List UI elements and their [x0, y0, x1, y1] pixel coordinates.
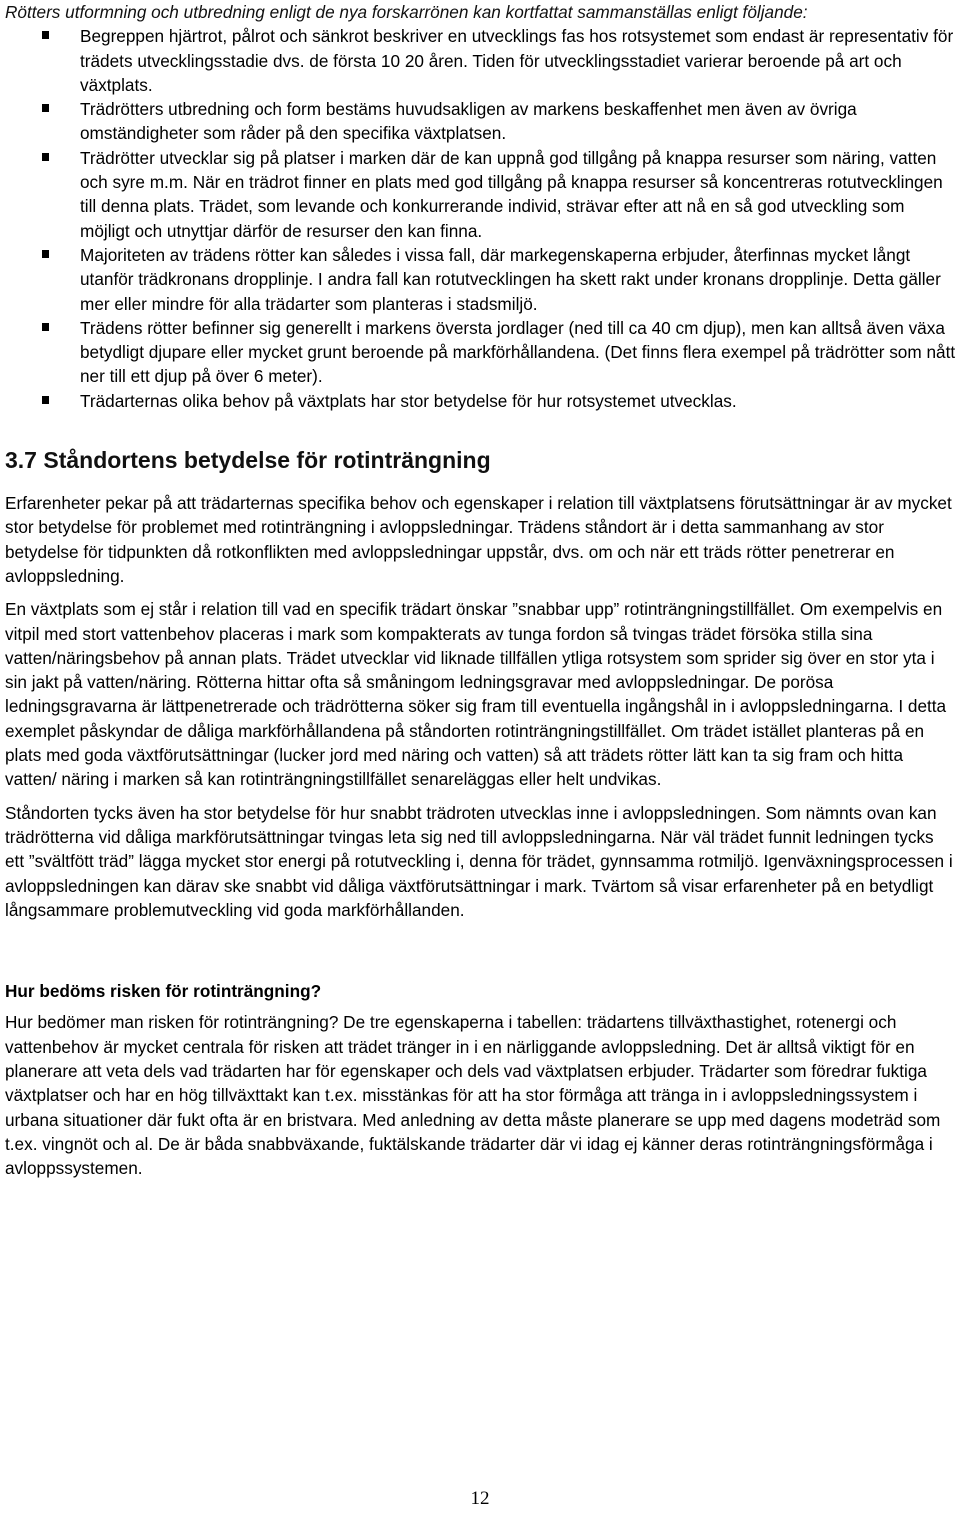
square-bullet-icon [42, 396, 49, 404]
square-bullet-icon [42, 323, 49, 331]
square-bullet-icon [42, 31, 49, 39]
page-number: 12 [470, 1488, 490, 1509]
list-item [5, 389, 956, 413]
list-item-text: Begreppen hjärtrot, pålrot och sänkrot beskriver en utvecklings fas hos rotsystemet som endast är representativ för trädets utvecklingsstadie dvs. de första 10 20 åren. Tiden för utvecklingsstadiet varierar beroende på art och växtplats. [80, 26, 954, 95]
section-heading: 3.7 Ståndortens betydelse för rotinträngning [5, 447, 491, 474]
list-item-text: Trädrötters utbredning och form bestäms huvudsakligen av markens beskaffenhet men även av övriga omständigheter som råder på den specifika växtplatsen. [80, 99, 857, 144]
list-item [5, 97, 956, 146]
subsection-heading: Hur bedöms risken för rotinträngning? [5, 981, 322, 1002]
square-bullet-icon [42, 250, 49, 258]
list-item-text: Trädens rötter befinner sig generellt i markens översta jordlager (ned till ca 40 cm djup), men kan alltså även växa betydligt djupare eller mycket grunt beroende på markförhållandena. (Det finns flera exempel på trädrötter som nått ner till ett djup på över 6 meter). [80, 317, 956, 387]
list-item-text: Trädarternas olika behov på växtplats har stor betydelse för hur rotsystemet utvecklas. [80, 390, 737, 411]
list-item-text: Trädrötter utvecklar sig på platser i marken där de kan uppnå god tillgång på knappa resurser som näring, vatten och syre m.m. När en trädrot finner en plats med god tillgång på knappa resurser så koncentreras rotutvecklingen till denna plats. Trädet, som levande och konkurrerande individ, strävar efter att nå en så god utveckling som möjligt och utnyttjar därför de resurser den kan finna. [80, 147, 943, 241]
section-paragraph: En växtplats som ej står i relation till vad en specifik trädart önskar ”snabbar upp” rotinträngningstillfället. Om exempelvis en vitpil med stort vattenbehov placeras i mark som kompakterats av tunga fordon så tvingas trädet försöka stilla sina vatten/näringsbehov på annan plats. Trädet utvecklar vid liknade tillfällen ytliga rotsystem som sprider sig över en stor yta i sin jakt på vatten/näring. Rötterna hittar ofta så småningom ledningsgravar med avloppsledningar. De porösa ledningsgravarna är lättpenetrerade och trädrötterna söker sig fram till eventuella ingångshål in i avloppsledningarna. I detta exemplet påskyndar de dåliga markförhållandena på ståndorten rotinträngningstillfället. Om trädet istället planteras på en plats med goda växtförutsättningar (lucker jord med näring och vatten) så att trädets rötter lätt kan ta sig fram och hitta vatten/ näring i marken så kan rotinträngningstillfället senareläggas eller helt undvikas. [5, 599, 947, 790]
subsection-paragraph: Hur bedömer man risken för rotinträngning? De tre egenskaperna i tabellen: trädartens tillväxthastighet, rotenergi och vattenbehov är mycket centrala för risken att trädet tränger in i en närliggande avloppsledning. Det är alltså viktigt för en planerare att veta dels vad trädarten har för egenskaper och dels vad växtplatsen erbjuder. Trädarter som föredrar fuktiga växtplatser och har en hög tillväxttakt kan t.ex. misstänkas för att ha stor förmåga att tränga in i avloppsledningssystem i urbana situationer där fukt ofta är en bristvara. Med anledning av detta måste planerare se upp med dagens modeträd som t.ex. vingnöt och al. De är båda snabbväxande, fuktälskande trädarter där vi idag ej känner deras rotinträngningsförmåga i avloppssystemen. [5, 1012, 941, 1179]
list-item [5, 243, 956, 316]
section-paragraph: Ståndorten tycks även ha stor betydelse för hur snabbt trädroten utvecklas inne i avloppsledningen. Som nämnts ovan kan trädrötterna vid dåliga markförutsättningar tvingas leta sig ned till avloppsledningarna. När väl trädet funnit ledningen tycks ett ”svältfött träd” lägga mycket stor energi på rotutveckling i, denna för trädet, gynnsamma rotmiljö. Igenväxningsprocessen i avloppsledningen kan därav ske snabbt vid dåliga växtförutsättningar i mark. Tvärtom så visar erfarenheter på en betydligt långsammare problemutveckling vid goda markförhållanden. [5, 802, 953, 920]
list-item-text: Majoriteten av trädens rötter kan således i vissa fall, där markegenskaperna erbjuder, återfinnas mycket långt utanför trädkronans dropplinje. I andra fall kan rotutvecklingen ha skett rakt under kronans dropplinje. Detta gäller mer eller mindre för alla trädarter som planteras i stadsmiljö. [80, 244, 941, 314]
list-item [5, 24, 956, 97]
list-item [5, 146, 956, 243]
section-paragraph: Erfarenheter pekar på att trädarternas specifika behov och egenskaper i relation till växtplatsens förutsättningar är av mycket stor betydelse för problemet med rotinträngning i avloppsledningar. Trädens ståndort är i detta sammanhang av stor betydelse för tidpunkten då rotkonflikten med avloppsledningar uppstår, dvs. om och när ett träds rötter penetrerar en avloppsledning. [5, 493, 952, 586]
square-bullet-icon [42, 153, 49, 161]
list-item [5, 316, 956, 389]
intro-text: Rötters utformning och utbredning enligt de nya forskarrönen kan kortfattat sammanställas enligt följande: [5, 2, 808, 22]
bullet-list [5, 24, 956, 413]
square-bullet-icon [42, 104, 49, 112]
